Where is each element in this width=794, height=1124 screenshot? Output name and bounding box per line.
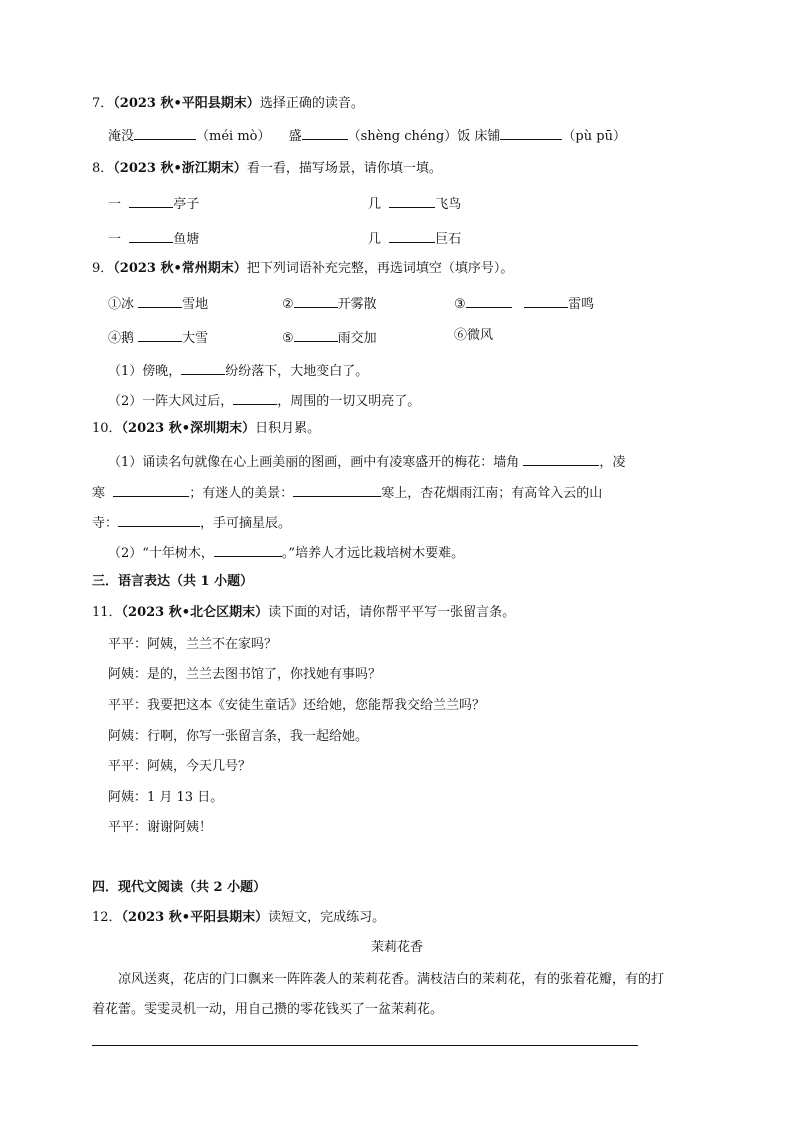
q9-word-4: ④鹅 大雪: [108, 327, 208, 348]
q7-stem: 7．（2023 秋•平阳县期末）选择正确的读音。: [92, 96, 364, 111]
dialogue-line: 平平：我要把这本《安徒生童话》还给她，您能帮我交给兰兰吗？: [108, 698, 486, 713]
dialogue-line: 阿姨：行啊，你写一张留言条，我一起给她。: [108, 729, 369, 744]
q9-blank-1[interactable]: [138, 293, 182, 308]
q9-word-5: ⑤ 雨交加: [282, 327, 377, 348]
q8-item-2: 几 飞鸟: [368, 193, 461, 214]
q8-blank-2[interactable]: [389, 193, 435, 208]
q8-blank-3[interactable]: [129, 228, 173, 243]
q8-blank-1[interactable]: [129, 193, 173, 208]
q10-blank-5[interactable]: [214, 542, 282, 557]
q10-line-2: 寒 ；有迷人的美景： 寒上，杏花烟雨江南；有高耸入云的山: [92, 482, 602, 503]
q10-blank-1[interactable]: [523, 451, 599, 466]
q8-item-1: 一 亭子: [108, 193, 199, 214]
passage-paragraph-line-2: 着花蕾。雯雯灵机一动，用自己攒的零花钱买了一盆茉莉花。: [92, 1002, 444, 1017]
q7-options: 淹没 （méi mò） 盛 （shèng chéng）饭 床铺 （pù pū）: [108, 125, 626, 146]
dialogue-line: 阿姨：1 月 13 日。: [108, 790, 224, 805]
q8-blank-4[interactable]: [389, 228, 435, 243]
q9-blank-3a[interactable]: [466, 293, 512, 308]
q7-blank-2[interactable]: [302, 125, 348, 140]
q9-blank-2[interactable]: [294, 293, 338, 308]
q9-blank-4[interactable]: [138, 327, 182, 342]
dialogue-line: 平平：阿姨，兰兰不在家吗？: [108, 637, 278, 652]
q9-blank-s1[interactable]: [181, 360, 225, 375]
page-bottom-rule: [92, 1045, 638, 1046]
q9-word-1: ①冰 雪地: [108, 293, 208, 314]
q8-stem: 8．（2023 秋•浙江期末）看一看，描写场景，请你填一填。: [92, 161, 442, 176]
q10-blank-4[interactable]: [118, 512, 200, 527]
q9-sentence-2: （2）一阵大风过后， ，周围的一切又明亮了。: [108, 390, 420, 411]
q7-blank-1[interactable]: [134, 125, 196, 140]
q9-stem: 9．（2023 秋•常州期末）把下列词语补充完整，再选词填空（填序号）。: [92, 261, 514, 276]
dialogue-line: 阿姨：是的，兰兰去图书馆了，你找她有事吗？: [108, 667, 382, 682]
passage-title: 茉莉花香: [370, 940, 423, 955]
section-4-title: 四．现代文阅读（共 2 小题）: [92, 880, 267, 895]
section-3-title: 三．语言表达（共 1 小题）: [92, 574, 254, 589]
dialogue-line: 平平：谢谢阿姨！: [108, 820, 213, 835]
q10-line-4: （2）“十年树木， 。”培养人才远比栽培树木要难。: [108, 542, 464, 563]
q7-blank-3[interactable]: [500, 125, 562, 140]
q8-item-3: 一 鱼塘: [108, 228, 199, 249]
passage-paragraph-line-1: 凉风送爽，花店的门口飘来一阵阵袭人的茉莉花香。满枝洁白的茉莉花，有的张着花瓣，有的打: [118, 972, 665, 987]
q9-blank-5[interactable]: [294, 327, 338, 342]
q10-stem: 10．（2023 秋•深圳期末）日积月累。: [92, 421, 321, 436]
q9-sentence-1: （1）傍晚， 纷纷落下，大地变白了。: [108, 360, 368, 381]
q12-stem: 12．（2023 秋•平阳县期末）读短文，完成练习。: [92, 910, 386, 925]
q10-line-3: 寺： ，手可摘星辰。: [92, 512, 291, 533]
q9-blank-s2[interactable]: [233, 390, 277, 405]
q9-word-3: ③ 雷鸣: [454, 293, 594, 314]
q9-word-6: ⑥微风: [454, 328, 494, 343]
q9-blank-3b[interactable]: [524, 293, 568, 308]
dialogue-line: 平平：阿姨，今天几号？: [108, 759, 252, 774]
q10-blank-2[interactable]: [113, 482, 189, 497]
q10-line-1: （1）诵读名句就像在心上画美丽的图画，画中有凌寒盛开的梅花：墙角 ，凌: [108, 451, 625, 472]
q8-item-4: 几 巨石: [368, 228, 461, 249]
q11-stem: 11．（2023 秋•北仑区期末）读下面的对话，请你帮平平写一张留言条。: [92, 605, 516, 620]
q9-word-2: ② 开雾散: [282, 293, 377, 314]
q10-blank-3[interactable]: [293, 482, 381, 497]
